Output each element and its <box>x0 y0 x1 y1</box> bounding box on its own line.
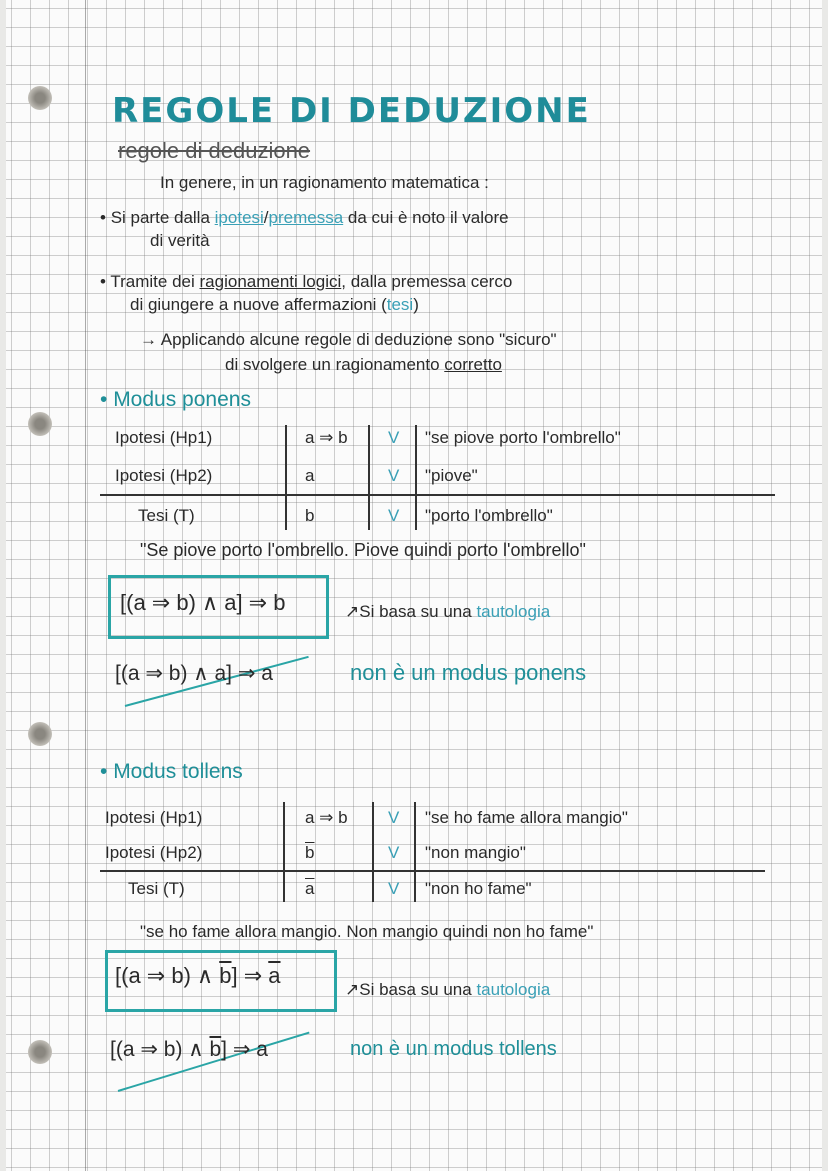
row-value: V <box>388 843 400 862</box>
row-value: V <box>388 428 400 447</box>
row-value: V <box>388 506 400 525</box>
ponens-rule: [(a ⇒ b) ∧ a] ⇒ b <box>120 590 286 615</box>
row-label: Tesi (T) <box>138 506 195 525</box>
table-divider <box>415 425 417 530</box>
row-example: "se piove porto l'ombrello" <box>425 428 621 447</box>
struck-title: regole di deduzione <box>118 138 311 163</box>
binder-hole <box>28 86 52 110</box>
row-formula: $\overline{b}$ <box>305 843 315 862</box>
binder-hole <box>28 1040 52 1064</box>
tautology-note: ↗Si basa su una tautologia <box>345 602 551 621</box>
intro-text: In genere, in un ragionamento matematica : <box>160 173 489 192</box>
row-formula: a <box>305 466 315 485</box>
row-example: "non mangio" <box>425 843 526 862</box>
bullet-reasoning-cont: di giungere a nuove affermazioni (tesi) <box>130 295 419 314</box>
row-example: "porto l'ombrello" <box>425 506 553 525</box>
row-label: Ipotesi (Hp2) <box>115 466 213 485</box>
ponens-sentence: "Se piove porto l'ombrello. Piove quindi porto l'ombrello" <box>140 540 586 560</box>
row-formula: a ⇒ b <box>305 428 348 447</box>
row-example: "non ho fame" <box>425 879 532 898</box>
table-divider <box>414 802 416 902</box>
table-divider <box>285 425 287 530</box>
row-example: "piove" <box>425 466 478 485</box>
tollens-sentence: "se ho fame allora mangio. Non mangio quindi non ho fame" <box>140 922 594 941</box>
row-label: Ipotesi (Hp2) <box>105 843 203 862</box>
bullet-premise-cont: di verità <box>150 231 210 250</box>
bullet-premise: • Si parte dalla ipotesi/premessa da cui è noto il valore <box>100 208 509 227</box>
wrong-note: non è un modus ponens <box>350 660 587 685</box>
row-value: V <box>388 466 400 485</box>
row-value: V <box>388 808 400 827</box>
modus-tollens-heading: • Modus tollens <box>100 760 243 783</box>
wrong-formula: [(a ⇒ b) ∧ a] ⇒ a <box>115 662 273 685</box>
tautology-note: ↗Si basa su una tautologia <box>345 980 551 999</box>
row-formula: $\overline{a}$ <box>305 879 315 898</box>
binder-hole <box>28 722 52 746</box>
thesis-line <box>100 494 775 496</box>
wrong-formula: [(a ⇒ b) ∧ $\overline{b}$] ⇒ a <box>110 1038 268 1061</box>
tollens-rule: [(a ⇒ b) ∧ $\overline{b}$] ⇒ $\overline{a}$ <box>115 963 281 988</box>
wrong-note: non è un modus tollens <box>350 1038 557 1060</box>
row-label: Tesi (T) <box>128 879 185 898</box>
bullet-reasoning: • Tramite dei ragionamenti logici, dalla premessa cerco <box>100 272 513 291</box>
arrow-note: → Applicando alcune regole di deduzione sono "sicuro" <box>140 330 557 349</box>
page-title: REGOLE DI DEDUZIONE <box>112 91 591 131</box>
margin-line <box>85 0 86 1171</box>
arrow-note-cont: di svolgere un ragionamento corretto <box>225 355 502 374</box>
row-label: Ipotesi (Hp1) <box>115 428 213 447</box>
row-formula: b <box>305 506 315 525</box>
row-formula: a ⇒ b <box>305 808 348 827</box>
thesis-line <box>100 870 765 872</box>
row-example: "se ho fame allora mangio" <box>425 808 628 827</box>
row-label: Ipotesi (Hp1) <box>105 808 203 827</box>
table-divider <box>368 425 370 530</box>
table-divider <box>283 802 285 902</box>
row-value: V <box>388 879 400 898</box>
table-divider <box>372 802 374 902</box>
binder-hole <box>28 412 52 436</box>
modus-ponens-heading: • Modus ponens <box>100 388 251 411</box>
